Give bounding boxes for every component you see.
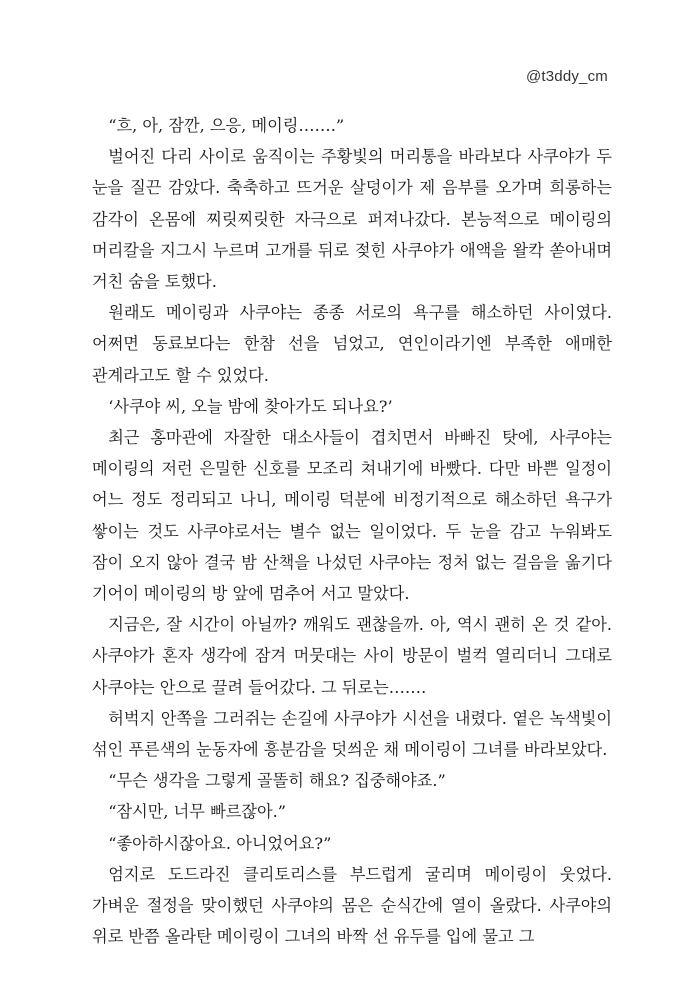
paragraph: 허벅지 안쪽을 그러쥐는 손길에 사쿠야가 시선을 내렸다. 옅은 녹색빛이 섞인 푸른색의 눈동자에 흥분감을 덧씌운 채 메이링이 그녀를 바라보았다. (92, 708, 612, 760)
paragraph: “무슨 생각을 그렇게 골똘히 해요? 집중해야죠.” (108, 771, 446, 791)
author-credit: @t3ddy_cm (525, 68, 608, 85)
paragraph: 원래도 메이링과 사쿠야는 종종 서로의 욕구를 해소하던 사이였다. 어쩌면 동료보다는 한참 선을 넘었고, 연인이라기엔 부족한 애매한 관계라고도 할 수 있었다. (92, 303, 612, 385)
story-body (92, 110, 612, 952)
paragraph: 벌어진 다리 사이로 움직이는 주황빛의 머리통을 바라보다 사쿠야가 두 눈을 질끈 감았다. 축축하고 뜨거운 살덩이가 제 음부를 오가며 희롱하는 감각이 온몸에 찌릿찌릿한 자극으로 퍼져나갔다. 본능적으로 메이링의 머리칼을 지그시 누르며 고개를 뒤로 젖힌 사쿠야가 애액을 왈칵 쏟아내며 거친 숨을 토했다. (92, 147, 612, 292)
paragraph: 지금은, 잘 시간이 아닐까? 깨워도 괜찮을까. 아, 역시 괜히 온 것 같아. 사쿠야가 혼자 생각에 잠겨 머뭇대는 사이 방문이 벌컥 열리더니 그대로 사쿠야는 안으로 끌려 들어갔다. 그 뒤로는……. (92, 615, 612, 697)
paragraph: “좋아하시잖아요. 아니었어요?” (108, 833, 332, 853)
paragraph: 최근 홍마관에 자잘한 대소사들이 겹치면서 바빠진 탓에, 사쿠야는 메이링의 저런 은밀한 신호를 모조리 쳐내기에 바빴다. 다만 바쁜 일정이 어느 정도 정리되고 나니, 메이링 덕분에 비정기적으로 해소하던 욕구가 쌓이는 것도 사쿠야로서는 별수 없는 일이었다. 두 눈을 감고 누워봐도 잠이 오지 않아 결국 밤 산책을 나섰던 사쿠야는 정처 없는 걸음을 옮기다 기어이 메이링의 방 앞에 멈추어 서고 말았다. (92, 428, 612, 604)
paragraph: “흐, 아, 잠깐, 으응, 메이링…….” (108, 116, 345, 135)
paragraph: “잠시만, 너무 빠르잖아.” (108, 802, 287, 822)
paragraph: 엄지로 도드라진 클리토리스를 부드럽게 굴리며 메이링이 웃었다. 가벼운 절정을 맞이했던 사쿠야의 몸은 순식간에 열이 올랐다. 사쿠야의 위로 반쯤 올라탄 메이링이 그녀의 바짝 선 유두를 입에 물고 그 (92, 864, 612, 947)
paragraph: ‘사쿠야 씨, 오늘 밤에 찾아가도 되나요?’ (108, 396, 393, 416)
